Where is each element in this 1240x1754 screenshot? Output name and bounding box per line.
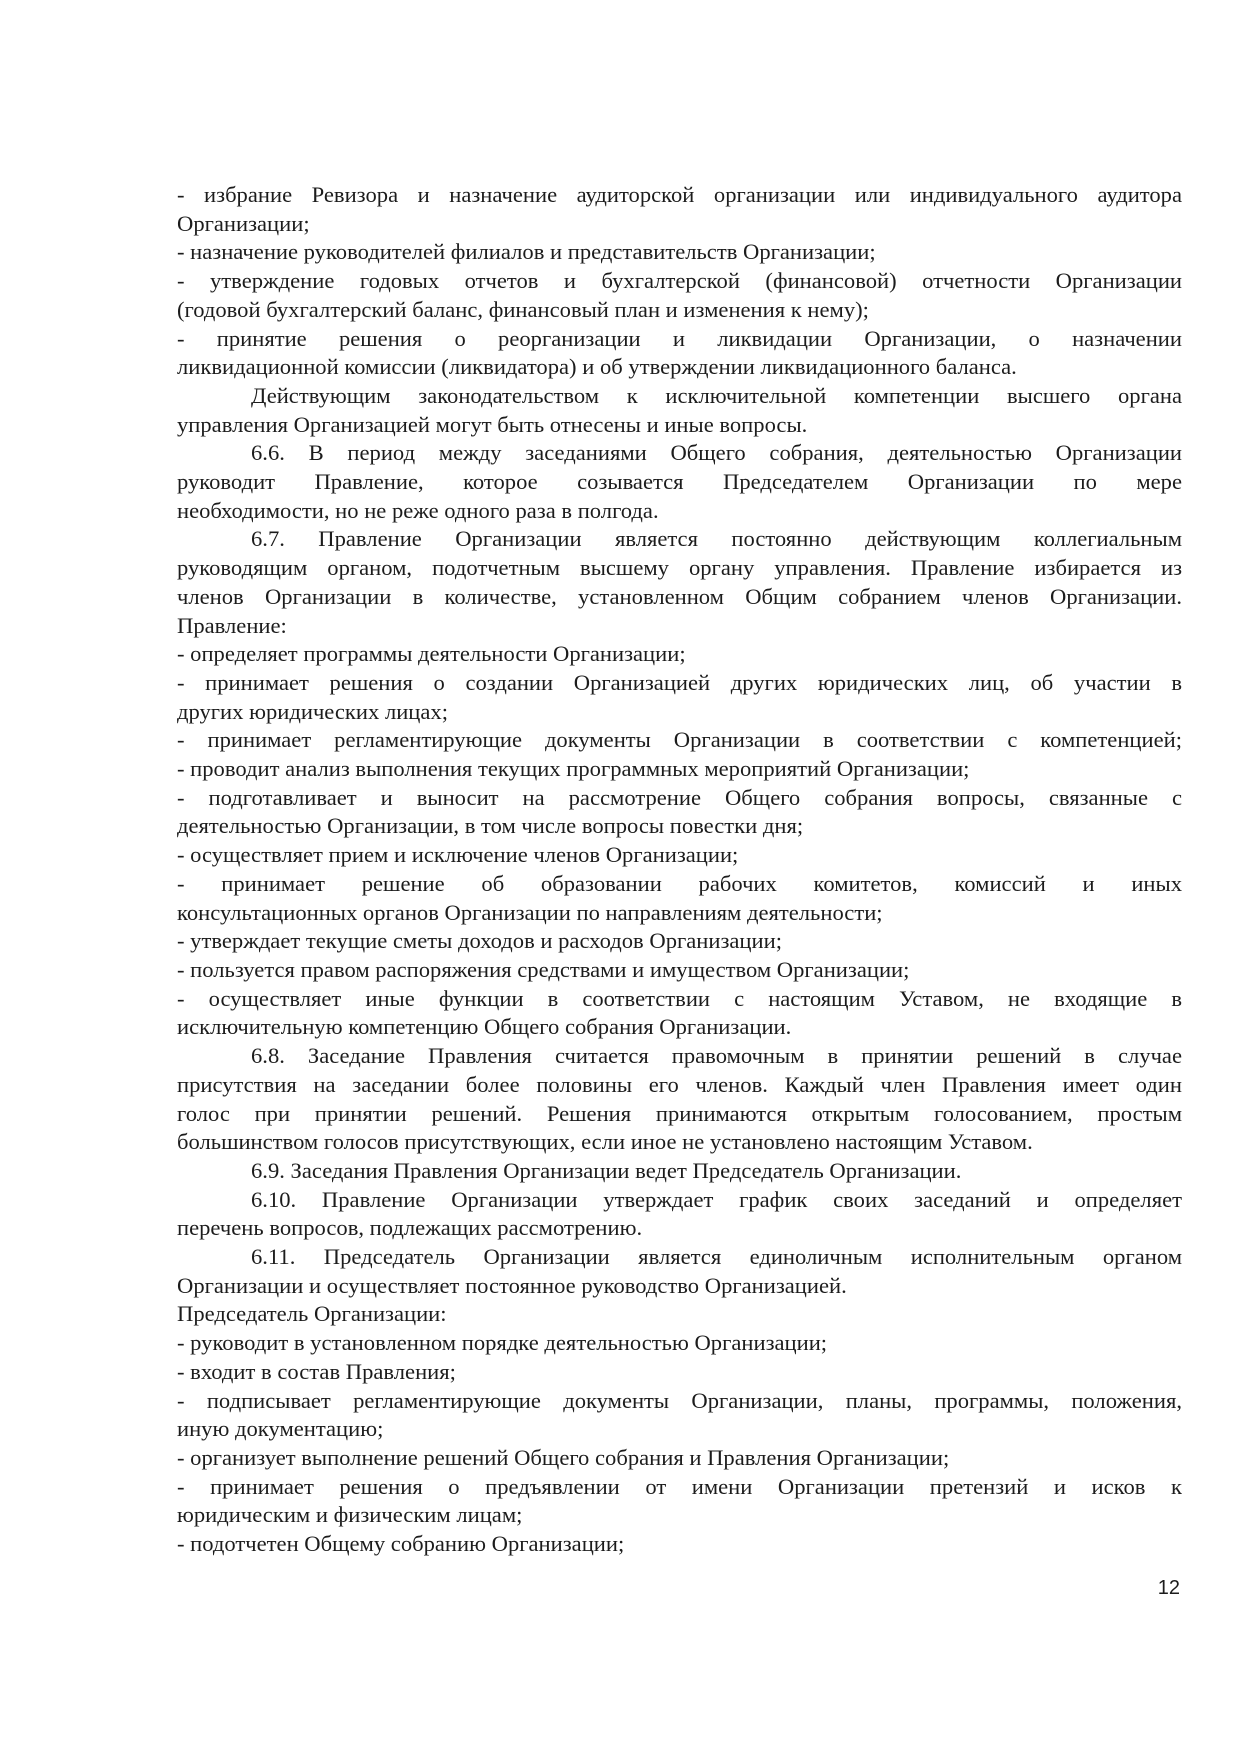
text-line: других юридических лицах; (177, 698, 449, 724)
text-line: - организует выполнение решений Общего собрания и Правления Организации; (177, 1444, 950, 1470)
text-line: иную документацию; (177, 1416, 384, 1442)
text-line: Правление: (177, 612, 287, 638)
text-line: 6.6. В период между заседаниями Общего собрания, деятельностью Организации (251, 440, 1182, 466)
text-line: 6.8. Заседание Правления считается правомочным в принятии решений в случае (251, 1043, 1182, 1069)
text-line: деятельностью Организации, в том числе вопросы повестки дня; (177, 813, 804, 839)
text-line: - принимает решение об образовании рабочих комитетов, комиссий и иных (177, 870, 1182, 896)
text-line: - принимает решения о создании Организацией других юридических лиц, об участии в (177, 669, 1182, 695)
text-line: - определяет программы деятельности Организации; (177, 641, 686, 667)
text-line: большинством голосов присутствующих, если иное не установлено настоящим Уставом. (177, 1129, 1033, 1155)
text-line: членов Организации в количестве, установленном Общим собранием членов Организации. (177, 583, 1182, 609)
text-line: Организации и осуществляет постоянное руководство Организацией. (177, 1272, 847, 1298)
text-line: - утверждает текущие сметы доходов и расходов Организации; (177, 928, 782, 954)
document-body (177, 181, 1182, 1559)
text-line: 6.10. Правление Организации утверждает график своих заседаний и определяет (251, 1186, 1182, 1212)
text-line: консультационных органов Организации по направлениям деятельности; (177, 899, 883, 925)
text-line: Организации; (177, 210, 310, 236)
text-line: - входит в состав Правления; (177, 1358, 456, 1384)
text-line: - руководит в установленном порядке деятельностью Организации; (177, 1330, 828, 1356)
text-line: - проводит анализ выполнения текущих программных мероприятий Организации; (177, 756, 970, 782)
text-line: - осуществляет иные функции в соответствии с настоящим Уставом, не входящие в (177, 985, 1182, 1011)
text-line: - принимает решения о предъявлении от имени Организации претензий и исков к (177, 1473, 1182, 1499)
text-line: 6.7. Правление Организации является постоянно действующим коллегиальным (251, 526, 1182, 552)
text-line: необходимости, но не реже одного раза в полгода. (177, 497, 659, 523)
text-line: - пользуется правом распоряжения средствами и имуществом Организации; (177, 956, 910, 982)
text-line: - назначение руководителей филиалов и представительств Организации; (177, 239, 876, 265)
text-line: - принимает регламентирующие документы Организации в соответствии с компетенцией; (177, 727, 1182, 753)
text-line: Председатель Организации: (177, 1301, 447, 1327)
text-line: (годовой бухгалтерский баланс, финансовый план и изменения к нему); (177, 296, 869, 322)
text-line: - осуществляет прием и исключение членов Организации; (177, 842, 739, 868)
text-line: - утверждение годовых отчетов и бухгалтерской (финансовой) отчетности Организации (177, 268, 1182, 294)
text-line: голос при принятии решений. Решения принимаются открытым голосованием, простым (177, 1100, 1182, 1126)
text-line: - подготавливает и выносит на рассмотрение Общего собрания вопросы, связанные с (177, 784, 1182, 810)
text-line: присутствия на заседании более половины его членов. Каждый член Правления имеет один (177, 1071, 1182, 1097)
text-line: руководит Правление, которое созывается Председателем Организации по мере (177, 469, 1182, 495)
text-line: исключительную компетенцию Общего собрания Организации. (177, 1014, 792, 1040)
text-line: управления Организацией могут быть отнесены и иные вопросы. (177, 411, 808, 437)
text-line: - избрание Ревизора и назначение аудиторской организации или индивидуального аудитора (177, 182, 1182, 207)
text-line: 6.11. Председатель Организации является единоличным исполнительным органом (251, 1244, 1182, 1270)
text-line: руководящим органом, подотчетным высшему органу управления. Правление избирается из (177, 555, 1182, 581)
text-line: - подписывает регламентирующие документы Организации, планы, программы, положения, (177, 1387, 1182, 1413)
page-number: 12 (1157, 1577, 1180, 1599)
text-line: Действующим законодательством к исключительной компетенции высшего органа (251, 382, 1182, 408)
text-line: - подотчетен Общему собранию Организации; (177, 1531, 625, 1557)
text-line: перечень вопросов, подлежащих рассмотрению. (177, 1215, 643, 1241)
text-line: юридическим и физическим лицам; (177, 1502, 523, 1528)
text-line: 6.9. Заседания Правления Организации ведет Председатель Организации. (251, 1157, 962, 1183)
text-line: - принятие решения о реорганизации и ликвидации Организации, о назначении (177, 325, 1182, 351)
text-line: ликвидационной комиссии (ликвидатора) и об утверждении ликвидационного баланса. (177, 354, 1017, 380)
